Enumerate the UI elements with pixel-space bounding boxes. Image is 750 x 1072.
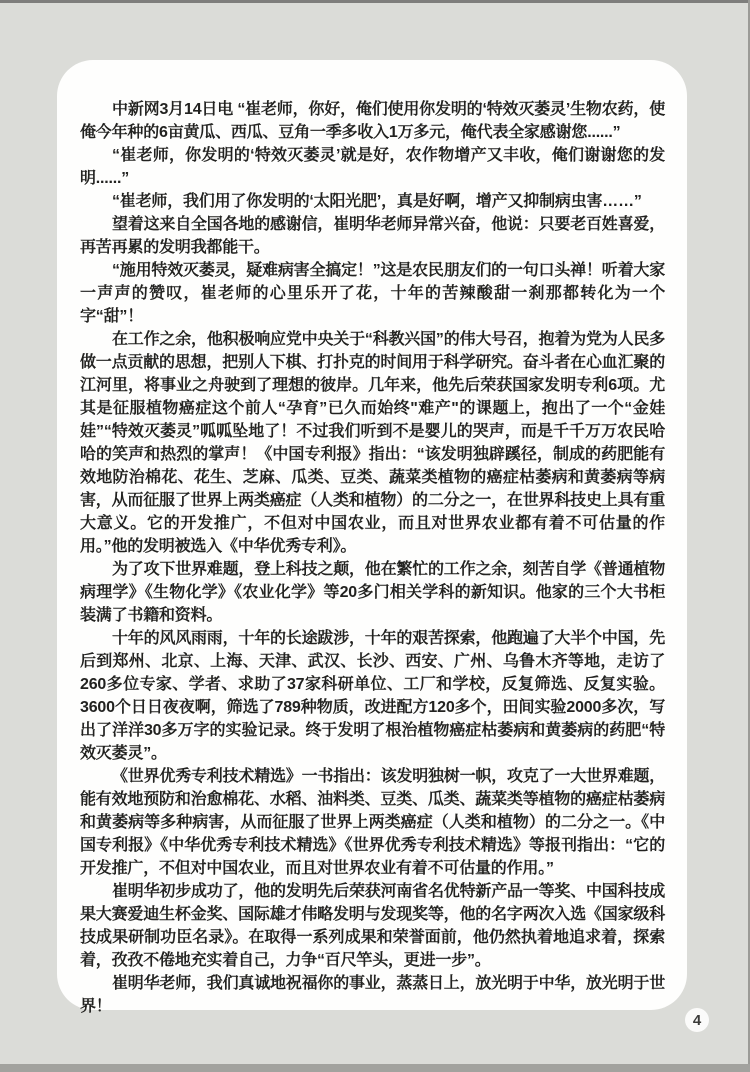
article-paragraph: “崔老师，我们用了你发明的‘太阳光肥’，真是好啊，增产又抑制病虫害……” — [112, 193, 642, 210]
article-paragraph: 在工作之余，他积极响应党中央关于“科教兴国”的伟大号召，抱着为党为人民多做一点贡献的思想，把别人下棋、打扑克的时间用于科学研究。奋斗者在心血汇聚的江河里，将事业之舟驶到了理想的彼岸。几年来，他先后荣获国家发明专利6项。尤其是征服植物癌症这个前人“孕育”已久而始终"难产"的课题上，抱出了一个“金娃娃”“特效灭萎灵”呱呱坠地了！不过我们听到不是婴儿的哭声，而是千千万万农民哈哈的笑声和热烈的掌声！《中国专利报》指出：“该发明独辟蹊径，制成的药肥能有效地防治棉花、花生、芝麻、瓜类、豆类、蔬菜类植物的癌症枯萎病和黄萎病等病害，从而征服了世界上两类癌症（人类和植物）的二分之一，在世界科技史上具有重大意义。它的开发推广，不但对中国农业，而且对世界农业都有着不可估量的作用。”他的发明被选入《中华优秀专利》。 — [80, 331, 665, 555]
article-paragraph: 中新网3月14日电 “崔老师，你好，俺们使用你发明的‘特效灭萎灵’生物农药，使俺今年种的6亩黄瓜、西瓜、豆角一季多收入1万多元，俺代表全家感谢您......” — [80, 101, 665, 141]
article-paragraph: 望着这来自全国各地的感谢信，崔明华老师异常兴奋，他说：只要老百姓喜爱，再苦再累的发明我都能干。 — [80, 216, 666, 256]
scan-bottom-edge — [0, 1064, 750, 1072]
article-text-block — [80, 98, 665, 1018]
article-paragraph: “施用特效灭萎灵，疑难病害全搞定！”这是农民朋友们的一句口头禅！听着大家一声声的赞叹，崔老师的心里乐开了花，十年的苦辣酸甜一刹那都转化为一个字“甜”！ — [80, 262, 665, 325]
page-number-badge — [685, 1008, 709, 1032]
article-paragraph: “崔老师，你发明的‘特效灭萎灵’就是好，农作物增产又丰收，俺们谢谢您的发明......” — [80, 147, 665, 187]
article-paragraph: 为了攻下世界难题，登上科技之颠，他在繁忙的工作之余，刻苦自学《普通植物病理学》《生物化学》《农业化学》等20多门相关学科的新知识。他家的三个大书柜装满了书籍和资料。 — [80, 561, 666, 624]
scan-top-edge — [0, 0, 750, 3]
article-paragraph: 崔明华初步成功了，他的发明先后荣获河南省名优特新产品一等奖、中国科技成果大赛爱迪生杯金奖、国际雄才伟略发明与发现奖等，他的名字两次入选《国家级科技成果研制功臣名录》。在取得一系列成果和荣誉面前，他仍然执着地追求着，探索着，孜孜不倦地充实着自己，力争“百尺竿头，更进一步”。 — [80, 883, 666, 969]
article-paragraph: 十年的风风雨雨，十年的长途跋涉，十年的艰苦探索，他跑遍了大半个中国，先后到郑州、北京、上海、天津、武汉、长沙、西安、广州、乌鲁木齐等地，走访了260多位专家、学者、求助了37家科研单位、工厂和学校，反复筛选、反复实验。3600个日日夜夜啊，筛选了789种物质，改进配方120多个，田间实验2000多次，写出了洋洋30多万字的实验记录。终于发明了根治植物癌症枯萎病和黄萎病的药肥“特效灭萎灵”。 — [80, 630, 666, 762]
article-paragraph: 崔明华老师，我们真诚地祝福你的事业，蒸蒸日上，放光明于中华，放光明于世界！ — [80, 975, 666, 1015]
article-paragraph: 《世界优秀专利技术精选》一书指出：该发明独树一帜，攻克了一大世界难题，能有效地预防和治愈棉花、水稻、油料类、豆类、瓜类、蔬菜类等植物的癌症枯萎病和黄萎病等多种病害，从而征服了世界上两类癌症（人类和植物）的二分之一。《中国专利报》《中华优秀专利技术精选》《世界优秀专利技术精选》等报刊指出：“它的开发推广，不但对中国农业，而且对世界农业有着不可估量的作用。” — [80, 768, 666, 877]
page-number: 4 — [692, 1011, 702, 1029]
book-page-card — [57, 60, 687, 1015]
